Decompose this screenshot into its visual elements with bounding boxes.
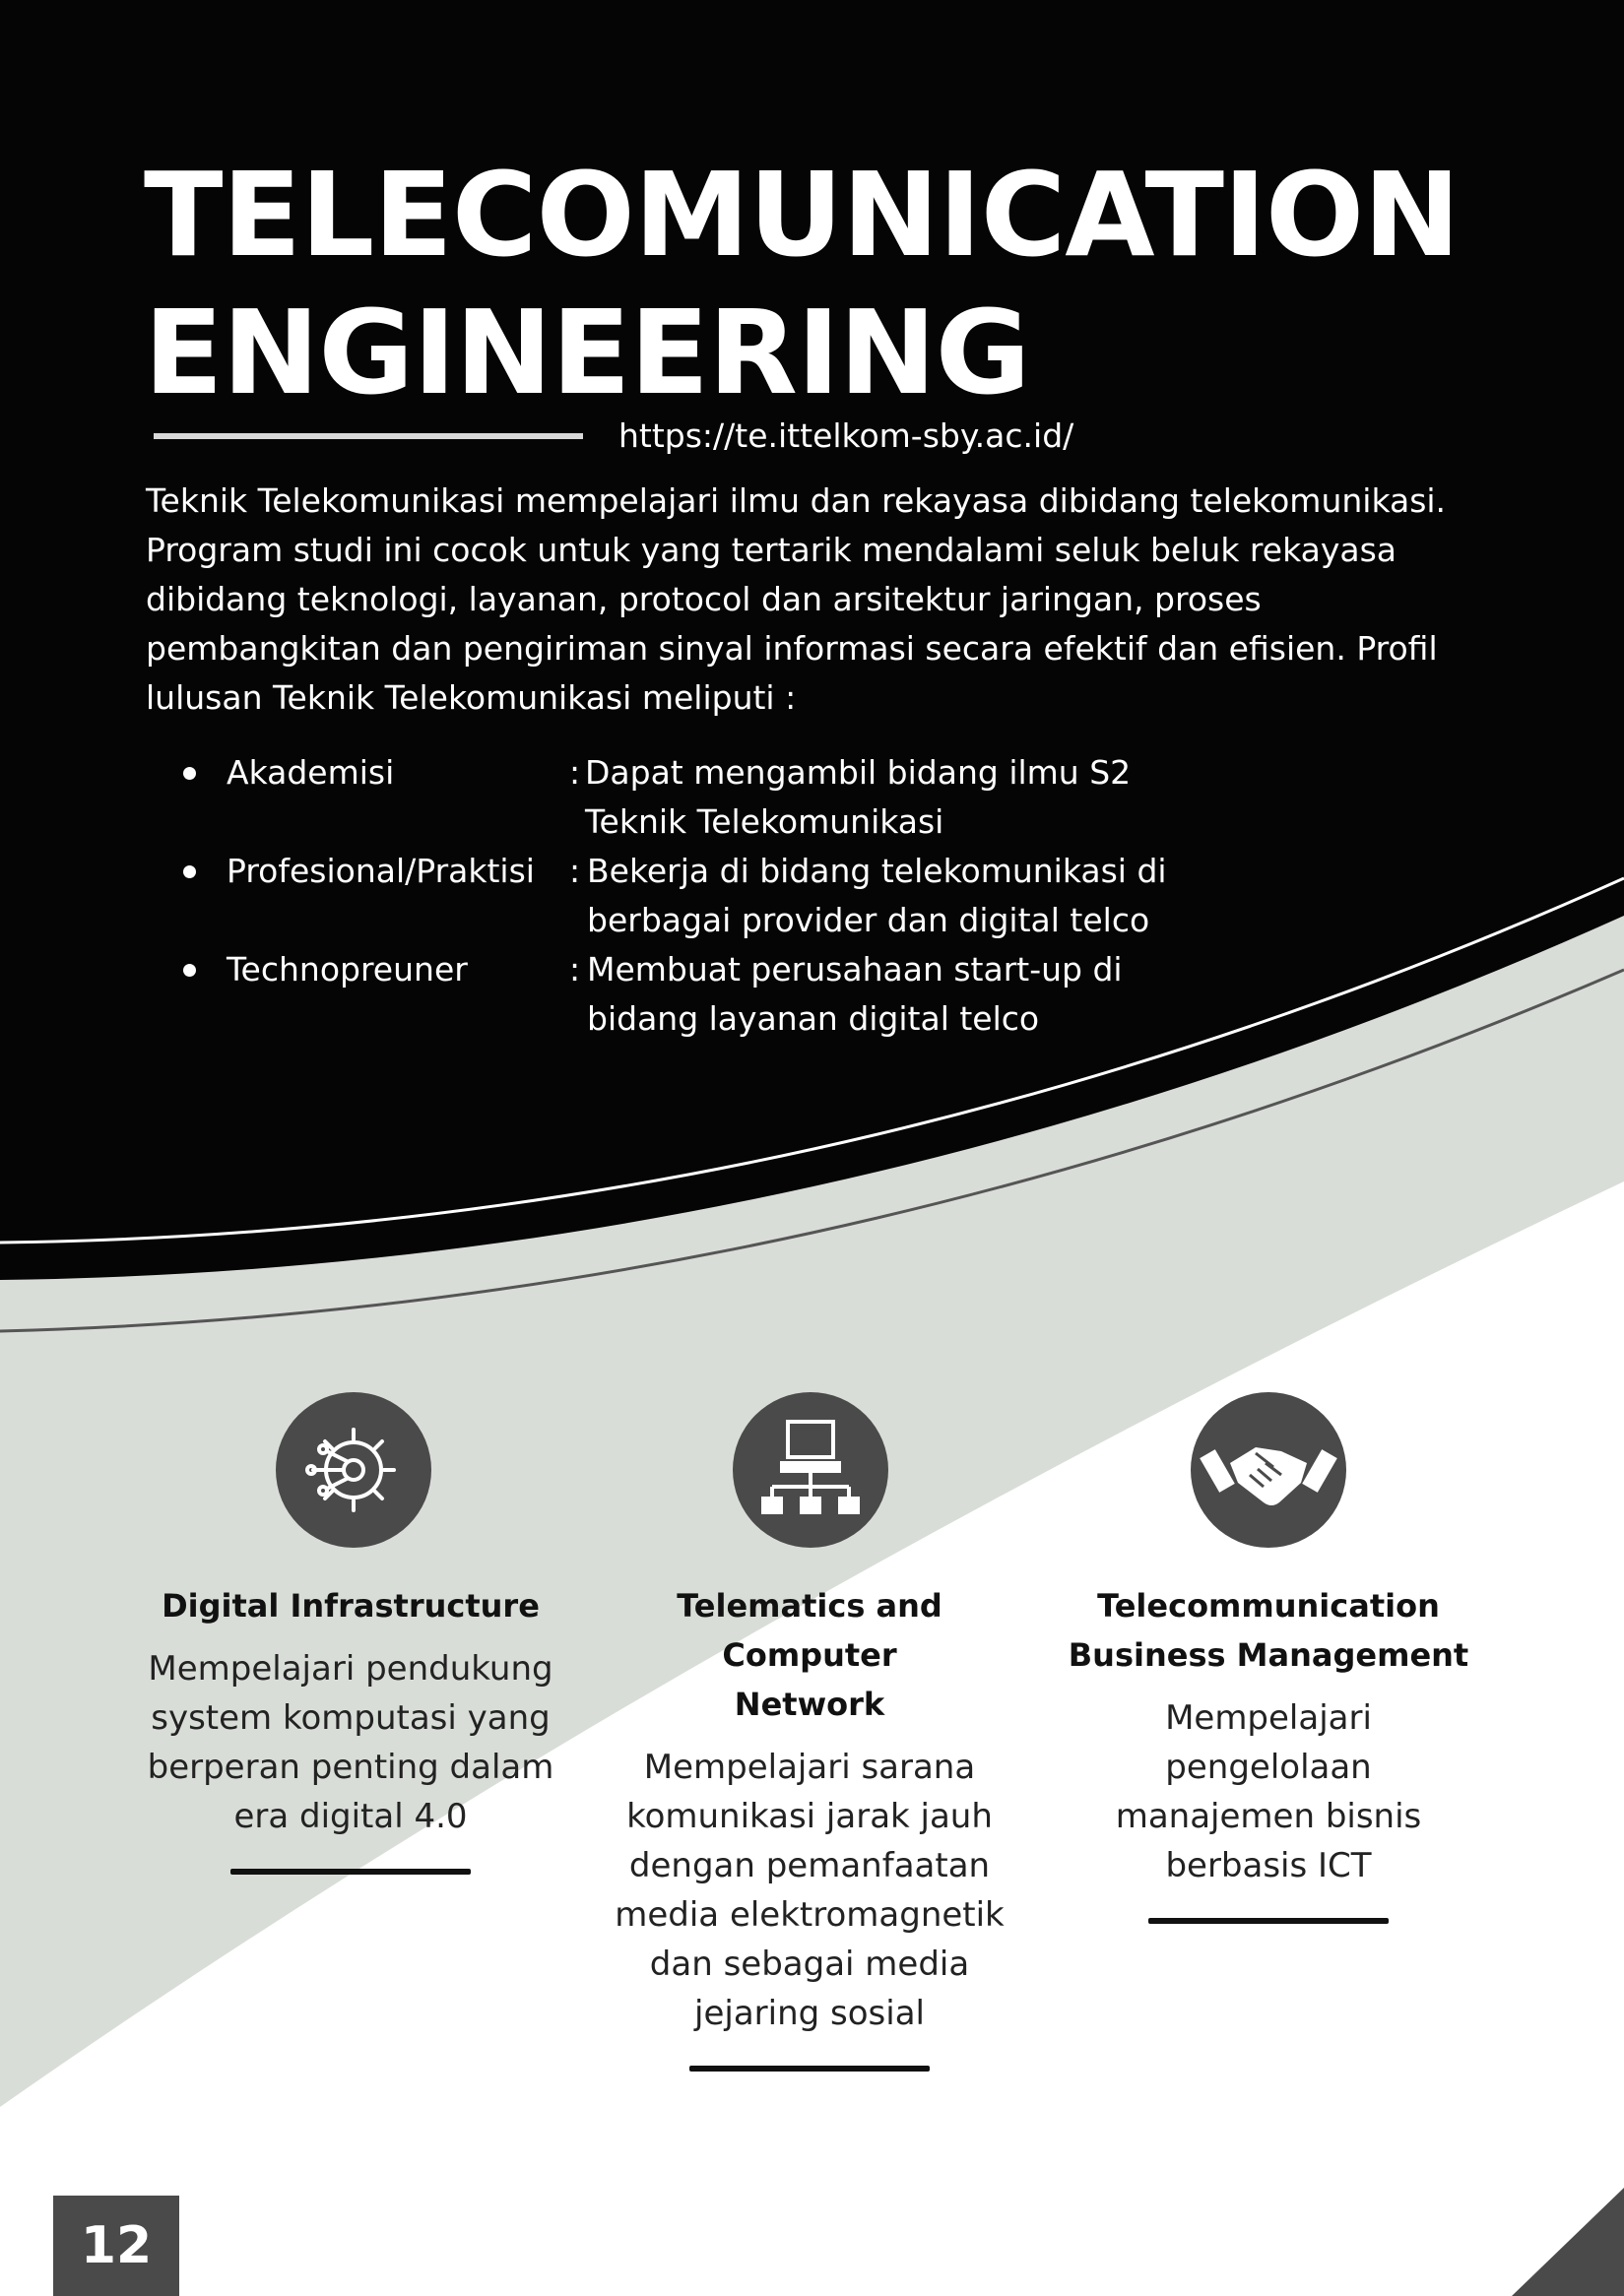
profile-label: Technopreuner — [227, 950, 468, 989]
title-line-2: ENGINEERING — [144, 285, 1030, 420]
handshake-icon — [1191, 1392, 1346, 1548]
focus-area-title: Telematics and Computer Network — [677, 1587, 942, 1723]
corner-triangle — [1512, 2188, 1624, 2296]
profile-separator: : — [569, 852, 581, 890]
page-title — [144, 146, 1460, 421]
focus-area-divider — [1148, 1918, 1389, 1924]
profile-text: Bekerja di bidang telekomunikasi di berbagai provider dan digital telco — [587, 852, 1167, 939]
focus-area-divider — [689, 2066, 930, 2072]
profile-text: Dapat mengambil bidang ilmu S2 Teknik Telekomunikasi — [585, 753, 1132, 841]
focus-area-digital-infrastructure — [134, 1581, 567, 1875]
url-divider — [154, 433, 583, 439]
focus-area-text: Mempelajari sarana komunikasi jarak jauh dengan pemanfaatan media elektromagnetik dan sebagai media jejaring sosial — [615, 1748, 1005, 2033]
focus-area-text: Mempelajari pengelolaan manajemen bisnis berbasis ICT — [1115, 1698, 1422, 1885]
focus-area-business-management — [1052, 1581, 1485, 1924]
profile-item — [183, 945, 1267, 1044]
computer-network-icon — [733, 1392, 888, 1548]
graduate-profiles-list — [183, 748, 1267, 1044]
profile-text: Membuat perusahaan start-up di bidang layanan digital telco — [587, 950, 1123, 1038]
page-number-box — [53, 2196, 179, 2296]
page-number: 12 — [80, 2216, 153, 2275]
profile-item — [183, 847, 1267, 945]
program-description: Teknik Telekomunikasi mempelajari ilmu dan rekayasa dibidang telekomunikasi. Program studi ini cocok untuk yang tertarik mendalami seluk beluk rekayasa dibidang teknologi, layanan, protocol dan arsitektur jaringan, proses pembangkitan dan pengiriman sinyal informasi secara efektif dan efisien. Profil lulusan Teknik Telekomunikasi meliputi : — [146, 481, 1447, 717]
profile-separator: : — [569, 753, 581, 792]
focus-area-telematics — [593, 1581, 1026, 2072]
title-line-1: TELECOMUNICATION — [144, 147, 1460, 283]
focus-area-text: Mempelajari pendukung system komputasi yang berperan penting dalam era digital 4.0 — [147, 1649, 554, 1836]
profile-label: Profesional/Praktisi — [227, 852, 535, 890]
bullet-icon — [183, 865, 196, 878]
focus-area-divider — [230, 1869, 471, 1875]
focus-area-title: Digital Infrastructure — [162, 1587, 540, 1625]
profile-item — [183, 748, 1267, 847]
gear-circuit-icon — [276, 1392, 431, 1548]
focus-area-title: Telecommunication Business Management — [1068, 1587, 1469, 1674]
profile-separator: : — [569, 950, 581, 989]
bullet-icon — [183, 767, 196, 780]
program-url[interactable]: https://te.ittelkom-sby.ac.id/ — [618, 416, 1074, 455]
profile-label: Akademisi — [227, 753, 395, 792]
bullet-icon — [183, 964, 196, 977]
